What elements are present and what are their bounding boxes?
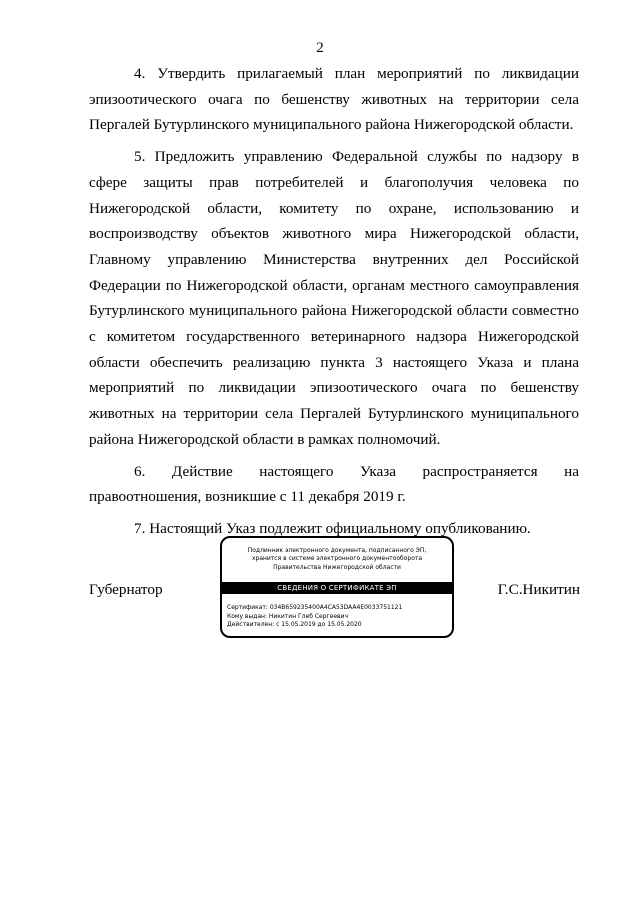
stamp-header-line: хранится в системе электронного документооборота [251,555,423,563]
electronic-signature-stamp [220,536,454,638]
page-number: 2 [316,40,324,56]
stamp-details [227,604,448,630]
certificate-owner: Кому выдан: Никитин Глеб Сергеевич [227,612,349,620]
stamp-header-line: Правительства Нижегородской области [273,563,401,571]
paragraph-5: 5. Предложить управлению Федеральной службы по надзору в сфере защиты прав потребителей и благополучия человека по Нижегородской области, комитету по охране, использованию и воспроизводству объектов животного мира Нижегородской области, Главному управлению Министерства внутренних дел Российской Федерации по Нижегородской области, органам местного самоуправления Бутурлинского муниципального района Нижегородской области совместно с комитетом государственного ветеринарного надзора Нижегородской области обеспечить реализацию пункта 3 настоящего Указа и плана мероприятий по ликвидации эпизоотического очага по бешенству животных на территории села Пергалей Бутурлинского муниципального района Нижегородской области в рамках полномочий. [89,148,579,448]
document-body [89,61,579,548]
signatory-title: Губернатор [89,581,163,598]
stamp-header [226,547,448,572]
paragraph-6: 6. Действие настоящего Указа распространяется на правоотношения, возникшие с 11 декабря 2019 г. [89,462,579,506]
paragraph-7: 7. Настоящий Указ подлежит официальному опубликованию. [134,519,531,537]
certificate-validity: Действителен: с 15.05.2019 до 15.05.2020 [227,621,362,628]
paragraph-4: 4. Утвердить прилагаемый план мероприятий по ликвидации эпизоотического очага по бешенству животных на территории села Пергалей Бутурлинского муниципального района Нижегородской области. [89,65,579,134]
stamp-title-bar: СВЕДЕНИЯ О СЕРТИФИКАТЕ ЭП [222,582,452,594]
signatory-name: Г.С.Никитин [497,581,580,598]
stamp-header-line: Подлинник электронного документа, подписанного ЭП, [247,547,427,554]
certificate-number: Сертификат: 034B659235400A4CA53DAA4E0033751121 [227,604,403,611]
